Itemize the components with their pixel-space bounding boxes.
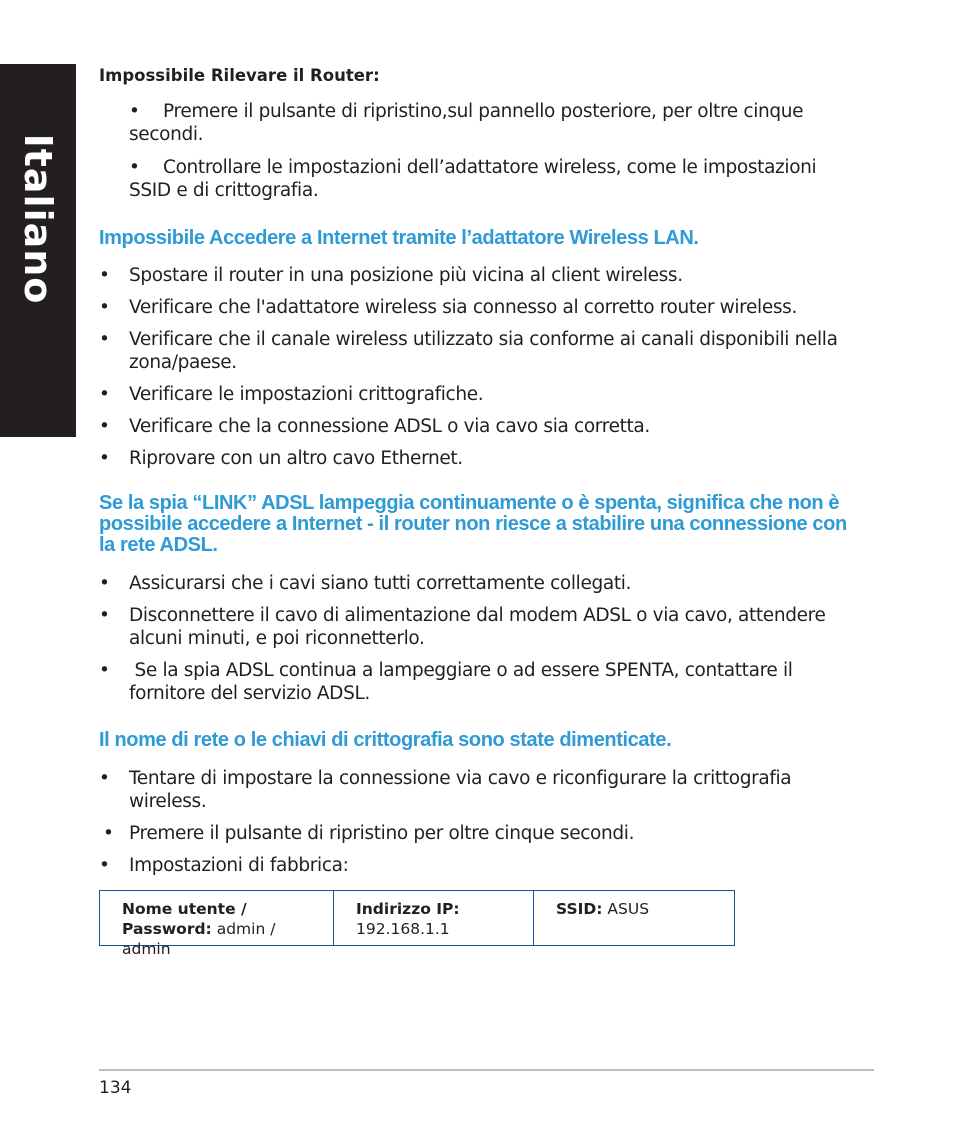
list-item: • Controllare le impostazioni dell’adattatore wireless, come le impostazioni SSID e di crittografia.	[129, 157, 817, 201]
page-content	[99, 64, 859, 877]
bullet-icon: •	[129, 157, 140, 178]
list-item: • Impostazioni di fabbrica:	[99, 855, 349, 876]
list-item: • Spostare il router in una posizione più vicina al client wireless.	[99, 265, 683, 286]
bullet-icon: •	[99, 605, 110, 626]
credentials-label: Nome utente / Password:	[122, 900, 247, 938]
ip-address-label: Indirizzo IP:	[356, 900, 460, 918]
ssid-cell	[534, 891, 734, 945]
credentials-value: admin / admin	[122, 920, 276, 958]
list-item: • Verificare che la connessione ADSL o via cavo sia corretta.	[99, 416, 650, 437]
footer-divider	[99, 1069, 874, 1071]
language-label: Italiano	[16, 133, 60, 305]
list-item: • Premere il pulsante di ripristino per oltre cinque secondi.	[103, 823, 635, 844]
list-item: • Disconnettere il cavo di alimentazione dal modem ADSL o via cavo, attendere alcuni minuti, e poi riconnetterlo.	[99, 605, 826, 649]
ip-address-value: 192.168.1.1	[356, 920, 450, 938]
bullet-icon: •	[99, 416, 110, 437]
no-internet-wlan-list	[99, 264, 859, 470]
router-not-found-list	[99, 100, 859, 202]
list-item: • Tentare di impostare la connessione via cavo e riconfigurare la crittografia wireless.	[99, 768, 792, 812]
language-side-tab	[0, 64, 76, 437]
factory-defaults-table	[99, 890, 735, 958]
credentials-cell	[100, 891, 334, 958]
adsl-link-list	[99, 572, 859, 705]
section-heading-no-internet-wlan: Impossibile Accedere a Internet tramite l’adattatore Wireless LAN.	[99, 227, 699, 249]
list-item: • Verificare le impostazioni crittografiche.	[99, 384, 484, 405]
bullet-icon: •	[99, 855, 110, 876]
bullet-icon: •	[99, 329, 110, 350]
bullet-icon: •	[99, 448, 110, 469]
list-item: • Verificare che il canale wireless utilizzato sia conforme ai canali disponibili nella zona/paese.	[99, 329, 838, 373]
section-heading-forgot-credentials: Il nome di rete o le chiavi di crittografia sono state dimenticate.	[99, 729, 672, 751]
forgot-credentials-list	[99, 767, 859, 877]
page-number: 134	[99, 1078, 132, 1098]
ip-address-cell	[334, 891, 534, 945]
list-item: • Riprovare con un altro cavo Ethernet.	[99, 448, 463, 469]
bullet-icon: •	[99, 384, 110, 405]
ssid-label: SSID:	[556, 900, 603, 918]
bullet-icon: •	[99, 768, 110, 789]
bullet-icon: •	[99, 573, 110, 594]
bullet-icon: •	[99, 660, 110, 681]
list-item: • Se la spia ADSL continua a lampeggiare o ad essere SPENTA, contattare il fornitore del servizio ADSL.	[99, 660, 799, 704]
bullet-icon: •	[129, 101, 140, 122]
list-item: • Premere il pulsante di ripristino,sul pannello posteriore, per oltre cinque secondi.	[129, 101, 804, 145]
bullet-icon: •	[103, 823, 114, 844]
section-heading-router-not-found: Impossibile Rilevare il Router:	[99, 66, 380, 85]
section-heading-adsl-link: Se la spia “LINK” ADSL lampeggia continuamente o è spenta, significa che non è possibile accedere a Internet - il router non riesce a stabilire una connessione con la rete ADSL.	[99, 492, 847, 556]
list-item: • Assicurarsi che i cavi siano tutti correttamente collegati.	[99, 573, 632, 594]
ssid-value: ASUS	[607, 900, 650, 918]
bullet-icon: •	[99, 265, 110, 286]
list-item: • Verificare che l'adattatore wireless sia connesso al corretto router wireless.	[99, 297, 797, 318]
bullet-icon: •	[99, 297, 110, 318]
